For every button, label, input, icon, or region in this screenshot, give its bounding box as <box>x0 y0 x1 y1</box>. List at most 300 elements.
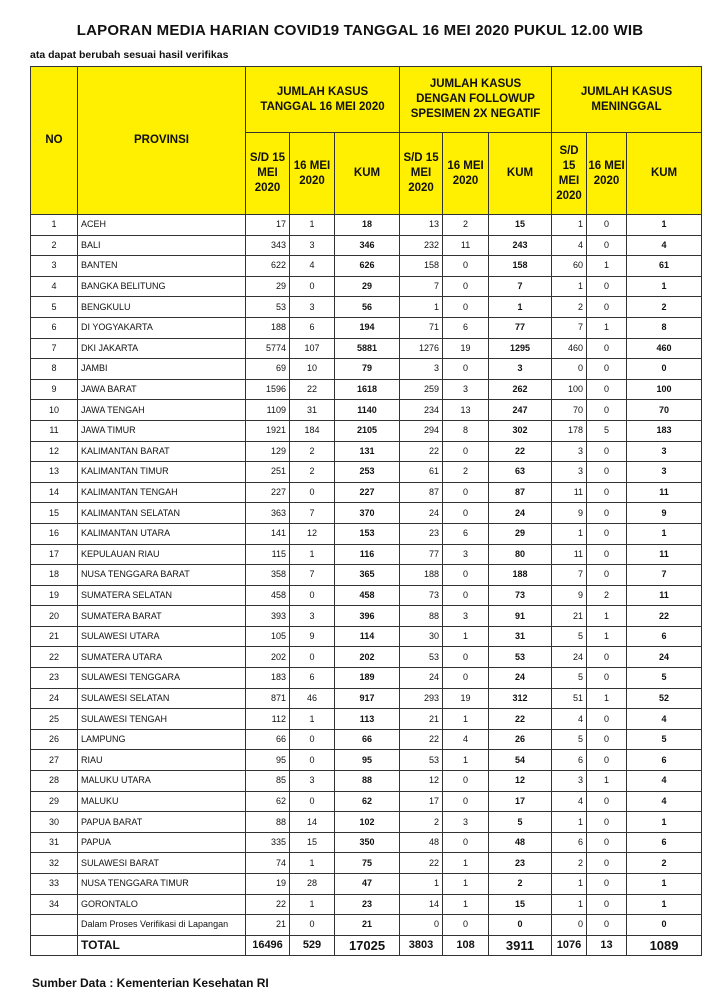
table-row <box>31 647 702 668</box>
cell-kum-meninggal: 1 <box>627 215 702 236</box>
cell-kum-kasus: 370 <box>335 503 400 524</box>
cell-sd15-kasus: 66 <box>246 729 290 750</box>
cell-d16-meninggal: 0 <box>587 359 627 380</box>
cell-sd15-followup: 1 <box>400 874 443 895</box>
table-row <box>31 276 702 297</box>
cell-sd15-followup: 158 <box>400 256 443 277</box>
cell-d16-followup: 1 <box>443 750 489 771</box>
cell-sd15-kasus: 622 <box>246 256 290 277</box>
table-row <box>31 338 702 359</box>
cell-sd15-followup: 188 <box>400 565 443 586</box>
total-sd15-kasus: 16496 <box>246 935 290 956</box>
cell-kum-kasus: 1140 <box>335 400 400 421</box>
header-d16-kasus: 16 MEI 2020 <box>290 133 335 215</box>
cell-d16-followup: 0 <box>443 791 489 812</box>
cell-d16-followup: 1 <box>443 626 489 647</box>
cell-sd15-followup: 0 <box>400 915 443 936</box>
total-d16-followup: 108 <box>443 935 489 956</box>
header-d16-meninggal: 16 MEI 2020 <box>587 133 627 215</box>
cell-no: 7 <box>31 338 78 359</box>
cell-kum-meninggal: 61 <box>627 256 702 277</box>
cell-no: 3 <box>31 256 78 277</box>
cell-sd15-kasus: 115 <box>246 544 290 565</box>
header-sd15-meninggal: S/D 15 MEI 2020 <box>552 133 587 215</box>
cell-kum-kasus: 66 <box>335 729 400 750</box>
total-kum-kasus: 17025 <box>335 935 400 956</box>
cell-no: 24 <box>31 688 78 709</box>
cell-kum-meninggal: 11 <box>627 585 702 606</box>
cell-kum-followup: 22 <box>489 441 552 462</box>
cell-kum-kasus: 365 <box>335 565 400 586</box>
table-row <box>31 400 702 421</box>
cell-provinsi: GORONTALO <box>78 894 246 915</box>
cell-kum-kasus: 227 <box>335 482 400 503</box>
cell-sd15-kasus: 69 <box>246 359 290 380</box>
cell-d16-kasus: 46 <box>290 688 335 709</box>
cell-sd15-followup: 23 <box>400 523 443 544</box>
cell-d16-kasus: 22 <box>290 379 335 400</box>
cell-d16-meninggal: 1 <box>587 606 627 627</box>
cell-kum-meninggal: 4 <box>627 771 702 792</box>
cell-kum-followup: 26 <box>489 729 552 750</box>
cell-kum-kasus: 346 <box>335 235 400 256</box>
total-kum-meninggal: 1089 <box>627 935 702 956</box>
cell-d16-kasus: 107 <box>290 338 335 359</box>
cell-provinsi: BENGKULU <box>78 297 246 318</box>
cell-d16-kasus: 3 <box>290 235 335 256</box>
cell-no: 6 <box>31 317 78 338</box>
cell-sd15-followup: 293 <box>400 688 443 709</box>
cell-provinsi: KALIMANTAN BARAT <box>78 441 246 462</box>
cell-provinsi: KALIMANTAN SELATAN <box>78 503 246 524</box>
cell-d16-kasus: 14 <box>290 812 335 833</box>
cell-sd15-meninggal: 5 <box>552 729 587 750</box>
cell-d16-followup: 0 <box>443 276 489 297</box>
cell-kum-followup: 15 <box>489 215 552 236</box>
cell-kum-meninggal: 5 <box>627 668 702 689</box>
cell-provinsi: Dalam Proses Verifikasi di Lapangan <box>78 915 246 936</box>
cell-kum-followup: 243 <box>489 235 552 256</box>
table-row <box>31 668 702 689</box>
cell-sd15-followup: 7 <box>400 276 443 297</box>
cell-d16-kasus: 1 <box>290 215 335 236</box>
total-sd15-followup: 3803 <box>400 935 443 956</box>
table-row <box>31 894 702 915</box>
cell-sd15-followup: 88 <box>400 606 443 627</box>
table-row <box>31 523 702 544</box>
cell-d16-meninggal: 0 <box>587 812 627 833</box>
cell-provinsi: RIAU <box>78 750 246 771</box>
table-row <box>31 256 702 277</box>
cell-kum-meninggal: 52 <box>627 688 702 709</box>
cell-sd15-meninggal: 7 <box>552 317 587 338</box>
cell-d16-meninggal: 0 <box>587 297 627 318</box>
cell-d16-meninggal: 0 <box>587 915 627 936</box>
cell-no: 5 <box>31 297 78 318</box>
cell-sd15-meninggal: 51 <box>552 688 587 709</box>
cell-no: 20 <box>31 606 78 627</box>
cell-sd15-kasus: 227 <box>246 482 290 503</box>
cell-provinsi: PAPUA <box>78 832 246 853</box>
table-row <box>31 379 702 400</box>
cell-sd15-followup: 17 <box>400 791 443 812</box>
cell-provinsi: SUMATERA UTARA <box>78 647 246 668</box>
table-row <box>31 462 702 483</box>
cell-kum-kasus: 62 <box>335 791 400 812</box>
cell-kum-meninggal: 2 <box>627 297 702 318</box>
cell-kum-followup: 0 <box>489 915 552 936</box>
cell-no: 32 <box>31 853 78 874</box>
cell-sd15-kasus: 105 <box>246 626 290 647</box>
cell-sd15-kasus: 74 <box>246 853 290 874</box>
cell-kum-kasus: 131 <box>335 441 400 462</box>
cell-sd15-kasus: 88 <box>246 812 290 833</box>
header-jumlah-kasus: JUMLAH KASUS TANGGAL 16 MEI 2020 <box>246 67 400 133</box>
cell-kum-meninggal: 6 <box>627 832 702 853</box>
cell-kum-kasus: 88 <box>335 771 400 792</box>
cell-kum-followup: 312 <box>489 688 552 709</box>
cell-kum-kasus: 21 <box>335 915 400 936</box>
cell-no: 9 <box>31 379 78 400</box>
cell-sd15-followup: 14 <box>400 894 443 915</box>
cell-provinsi: MALUKU UTARA <box>78 771 246 792</box>
table-row <box>31 791 702 812</box>
cell-kum-meninggal: 100 <box>627 379 702 400</box>
cell-kum-followup: 1 <box>489 297 552 318</box>
cell-provinsi: LAMPUNG <box>78 729 246 750</box>
cell-d16-meninggal: 0 <box>587 400 627 421</box>
cell-kum-kasus: 253 <box>335 462 400 483</box>
cell-no: 25 <box>31 709 78 730</box>
cell-sd15-kasus: 363 <box>246 503 290 524</box>
cell-no: 2 <box>31 235 78 256</box>
cell-d16-kasus: 1 <box>290 544 335 565</box>
cell-no: 13 <box>31 462 78 483</box>
cell-no: 8 <box>31 359 78 380</box>
cell-kum-followup: 3 <box>489 359 552 380</box>
cell-sd15-meninggal: 1 <box>552 894 587 915</box>
cell-kum-followup: 17 <box>489 791 552 812</box>
cell-sd15-meninggal: 1 <box>552 874 587 895</box>
table-row <box>31 729 702 750</box>
header-followup: JUMLAH KASUS DENGAN FOLLOWUP SPESIMEN 2X NEGATIF <box>400 67 552 133</box>
cell-kum-followup: 2 <box>489 874 552 895</box>
cell-kum-followup: 29 <box>489 523 552 544</box>
cell-no: 1 <box>31 215 78 236</box>
cell-sd15-followup: 3 <box>400 359 443 380</box>
cell-sd15-meninggal: 5 <box>552 668 587 689</box>
table-row <box>31 915 702 936</box>
cell-provinsi: MALUKU <box>78 791 246 812</box>
cell-kum-meninggal: 1 <box>627 812 702 833</box>
cell-d16-followup: 19 <box>443 338 489 359</box>
cell-sd15-meninggal: 6 <box>552 832 587 853</box>
cell-no: 23 <box>31 668 78 689</box>
cell-no: 31 <box>31 832 78 853</box>
cell-provinsi: JAMBI <box>78 359 246 380</box>
cell-kum-kasus: 56 <box>335 297 400 318</box>
cell-kum-followup: 15 <box>489 894 552 915</box>
cell-sd15-kasus: 141 <box>246 523 290 544</box>
cell-d16-meninggal: 0 <box>587 750 627 771</box>
cell-d16-followup: 6 <box>443 317 489 338</box>
cell-d16-kasus: 0 <box>290 585 335 606</box>
cell-sd15-meninggal: 9 <box>552 503 587 524</box>
cell-kum-kasus: 396 <box>335 606 400 627</box>
cell-d16-followup: 0 <box>443 832 489 853</box>
cell-no: 11 <box>31 420 78 441</box>
table-row <box>31 441 702 462</box>
cell-sd15-meninggal: 11 <box>552 544 587 565</box>
cell-sd15-kasus: 21 <box>246 915 290 936</box>
cell-kum-followup: 87 <box>489 482 552 503</box>
cell-no: 18 <box>31 565 78 586</box>
cell-d16-followup: 3 <box>443 379 489 400</box>
cell-d16-meninggal: 1 <box>587 626 627 647</box>
header-kum-kasus: KUM <box>335 133 400 215</box>
table-row <box>31 709 702 730</box>
cell-kum-kasus: 79 <box>335 359 400 380</box>
cell-kum-meninggal: 0 <box>627 359 702 380</box>
header-meninggal: JUMLAH KASUS MENINGGAL <box>552 67 702 133</box>
cell-provinsi: SULAWESI UTARA <box>78 626 246 647</box>
cell-d16-kasus: 6 <box>290 668 335 689</box>
cell-kum-meninggal: 8 <box>627 317 702 338</box>
cell-sd15-followup: 22 <box>400 441 443 462</box>
cell-kum-meninggal: 3 <box>627 441 702 462</box>
total-kum-followup: 3911 <box>489 935 552 956</box>
cell-d16-kasus: 0 <box>290 750 335 771</box>
cell-kum-meninggal: 9 <box>627 503 702 524</box>
cell-d16-meninggal: 0 <box>587 215 627 236</box>
cell-provinsi: JAWA TIMUR <box>78 420 246 441</box>
cell-kum-meninggal: 460 <box>627 338 702 359</box>
cell-kum-followup: 77 <box>489 317 552 338</box>
cell-d16-followup: 0 <box>443 668 489 689</box>
cell-d16-kasus: 6 <box>290 317 335 338</box>
verification-note: ata dapat berubah sesuai hasil verifikas <box>30 49 229 61</box>
cell-d16-kasus: 0 <box>290 482 335 503</box>
cell-kum-followup: 63 <box>489 462 552 483</box>
cell-sd15-kasus: 22 <box>246 894 290 915</box>
cell-d16-followup: 1 <box>443 874 489 895</box>
cell-provinsi: SULAWESI SELATAN <box>78 688 246 709</box>
cell-sd15-meninggal: 0 <box>552 359 587 380</box>
cell-kum-followup: 247 <box>489 400 552 421</box>
cell-sd15-kasus: 1109 <box>246 400 290 421</box>
cell-sd15-meninggal: 3 <box>552 771 587 792</box>
cell-kum-followup: 23 <box>489 853 552 874</box>
header-d16-followup: 16 MEI 2020 <box>443 133 489 215</box>
cell-sd15-kasus: 5774 <box>246 338 290 359</box>
cell-sd15-kasus: 17 <box>246 215 290 236</box>
table-row <box>31 317 702 338</box>
cell-sd15-kasus: 188 <box>246 317 290 338</box>
header-no: NO <box>31 67 78 215</box>
cell-sd15-meninggal: 4 <box>552 235 587 256</box>
cell-d16-followup: 0 <box>443 359 489 380</box>
total-row <box>31 935 702 956</box>
table-row <box>31 771 702 792</box>
cell-provinsi: PAPUA BARAT <box>78 812 246 833</box>
cell-provinsi: SULAWESI TENGGARA <box>78 668 246 689</box>
cell-kum-meninggal: 4 <box>627 709 702 730</box>
cell-kum-meninggal: 1 <box>627 523 702 544</box>
cell-sd15-kasus: 871 <box>246 688 290 709</box>
cell-kum-followup: 1295 <box>489 338 552 359</box>
cell-kum-followup: 262 <box>489 379 552 400</box>
cell-sd15-meninggal: 60 <box>552 256 587 277</box>
cell-d16-meninggal: 0 <box>587 523 627 544</box>
cell-d16-meninggal: 0 <box>587 709 627 730</box>
cell-d16-followup: 2 <box>443 215 489 236</box>
cell-kum-kasus: 18 <box>335 215 400 236</box>
cell-kum-kasus: 114 <box>335 626 400 647</box>
cell-kum-meninggal: 5 <box>627 729 702 750</box>
cell-d16-meninggal: 1 <box>587 256 627 277</box>
cell-d16-kasus: 1 <box>290 709 335 730</box>
cell-kum-meninggal: 22 <box>627 606 702 627</box>
cell-kum-kasus: 29 <box>335 276 400 297</box>
cell-no <box>31 915 78 936</box>
cell-sd15-followup: 294 <box>400 420 443 441</box>
total-sd15-meninggal: 1076 <box>552 935 587 956</box>
data-source: Sumber Data : Kementerian Kesehatan RI <box>32 976 269 990</box>
cell-d16-kasus: 3 <box>290 297 335 318</box>
table-row <box>31 297 702 318</box>
cell-provinsi: BANGKA BELITUNG <box>78 276 246 297</box>
cell-d16-meninggal: 0 <box>587 668 627 689</box>
cell-sd15-meninggal: 3 <box>552 462 587 483</box>
table-row <box>31 544 702 565</box>
table-row <box>31 874 702 895</box>
cell-sd15-followup: 87 <box>400 482 443 503</box>
cell-d16-kasus: 12 <box>290 523 335 544</box>
cell-provinsi: KALIMANTAN TIMUR <box>78 462 246 483</box>
cell-sd15-meninggal: 100 <box>552 379 587 400</box>
cell-sd15-followup: 77 <box>400 544 443 565</box>
cell-sd15-followup: 21 <box>400 709 443 730</box>
cell-sd15-meninggal: 70 <box>552 400 587 421</box>
cell-sd15-meninggal: 9 <box>552 585 587 606</box>
cell-d16-followup: 0 <box>443 771 489 792</box>
cell-sd15-kasus: 183 <box>246 668 290 689</box>
cell-d16-followup: 3 <box>443 606 489 627</box>
cell-sd15-kasus: 202 <box>246 647 290 668</box>
cell-sd15-meninggal: 7 <box>552 565 587 586</box>
cell-sd15-kasus: 29 <box>246 276 290 297</box>
cell-sd15-kasus: 251 <box>246 462 290 483</box>
cell-provinsi: SULAWESI BARAT <box>78 853 246 874</box>
table-row <box>31 750 702 771</box>
cell-d16-followup: 0 <box>443 482 489 503</box>
cell-kum-meninggal: 6 <box>627 626 702 647</box>
table-row <box>31 626 702 647</box>
cell-no: 19 <box>31 585 78 606</box>
cell-no: 26 <box>31 729 78 750</box>
cell-d16-meninggal: 0 <box>587 853 627 874</box>
cell-d16-followup: 0 <box>443 585 489 606</box>
cell-sd15-meninggal: 4 <box>552 709 587 730</box>
cell-no: 33 <box>31 874 78 895</box>
cell-kum-meninggal: 4 <box>627 235 702 256</box>
cell-d16-kasus: 0 <box>290 647 335 668</box>
cell-d16-followup: 3 <box>443 544 489 565</box>
cell-d16-kasus: 3 <box>290 606 335 627</box>
cell-d16-meninggal: 2 <box>587 585 627 606</box>
cell-d16-meninggal: 1 <box>587 688 627 709</box>
table-row <box>31 482 702 503</box>
cell-d16-followup: 13 <box>443 400 489 421</box>
cell-no: 10 <box>31 400 78 421</box>
cell-sd15-followup: 22 <box>400 729 443 750</box>
cell-d16-followup: 6 <box>443 523 489 544</box>
cell-d16-kasus: 4 <box>290 256 335 277</box>
cell-kum-followup: 7 <box>489 276 552 297</box>
cell-sd15-kasus: 53 <box>246 297 290 318</box>
report-title: LAPORAN MEDIA HARIAN COVID19 TANGGAL 16 MEI 2020 PUKUL 12.00 WIB <box>76 22 644 39</box>
cell-no: 28 <box>31 771 78 792</box>
cell-sd15-kasus: 19 <box>246 874 290 895</box>
table-body <box>31 215 702 956</box>
cell-kum-kasus: 153 <box>335 523 400 544</box>
cell-kum-kasus: 1618 <box>335 379 400 400</box>
cell-d16-meninggal: 0 <box>587 482 627 503</box>
cell-sd15-meninggal: 2 <box>552 297 587 318</box>
cell-d16-kasus: 1 <box>290 894 335 915</box>
cell-no: 30 <box>31 812 78 833</box>
cell-d16-kasus: 10 <box>290 359 335 380</box>
table-row <box>31 688 702 709</box>
cell-d16-kasus: 1 <box>290 853 335 874</box>
table-row <box>31 235 702 256</box>
cell-kum-kasus: 458 <box>335 585 400 606</box>
cell-sd15-kasus: 458 <box>246 585 290 606</box>
cell-d16-meninggal: 0 <box>587 276 627 297</box>
cell-sd15-meninggal: 0 <box>552 915 587 936</box>
cell-kum-followup: 91 <box>489 606 552 627</box>
cell-d16-kasus: 3 <box>290 771 335 792</box>
cell-kum-meninggal: 24 <box>627 647 702 668</box>
cell-kum-meninggal: 183 <box>627 420 702 441</box>
cell-provinsi: NUSA TENGGARA TIMUR <box>78 874 246 895</box>
cell-no <box>31 935 78 956</box>
cell-kum-kasus: 626 <box>335 256 400 277</box>
cell-d16-meninggal: 0 <box>587 874 627 895</box>
cell-no: 4 <box>31 276 78 297</box>
cell-d16-kasus: 184 <box>290 420 335 441</box>
cell-provinsi: DI YOGYAKARTA <box>78 317 246 338</box>
cell-sd15-followup: 232 <box>400 235 443 256</box>
cell-sd15-kasus: 393 <box>246 606 290 627</box>
cell-d16-meninggal: 1 <box>587 771 627 792</box>
cell-kum-meninggal: 7 <box>627 565 702 586</box>
cell-kum-followup: 48 <box>489 832 552 853</box>
covid-data-table <box>30 66 702 956</box>
cell-sd15-meninggal: 4 <box>552 791 587 812</box>
cell-sd15-kasus: 1921 <box>246 420 290 441</box>
cell-sd15-kasus: 335 <box>246 832 290 853</box>
cell-d16-meninggal: 0 <box>587 235 627 256</box>
cell-kum-kasus: 350 <box>335 832 400 853</box>
cell-sd15-meninggal: 1 <box>552 215 587 236</box>
cell-d16-kasus: 0 <box>290 915 335 936</box>
total-d16-kasus: 529 <box>290 935 335 956</box>
cell-kum-kasus: 5881 <box>335 338 400 359</box>
table-row <box>31 585 702 606</box>
cell-sd15-followup: 24 <box>400 668 443 689</box>
table-row <box>31 606 702 627</box>
